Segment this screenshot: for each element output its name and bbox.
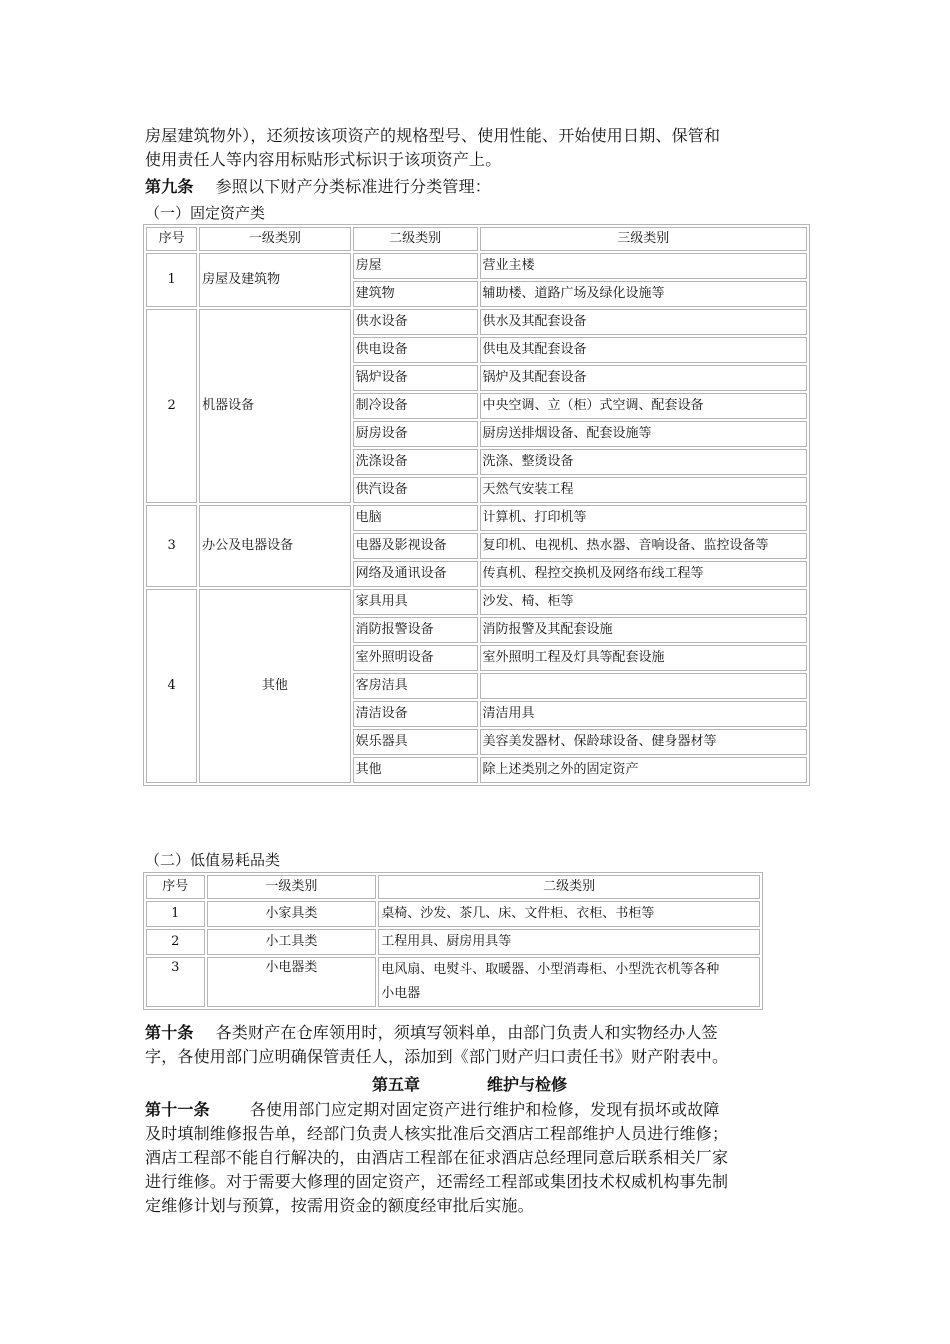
row-detail: 辅助楼、道路广场及绿化设施等: [480, 281, 808, 307]
article-10-text: 各类财产在仓库领用时，须填写领料单，由部门负责人和实物经办人签: [215, 1023, 718, 1042]
row-subcategory: 网络及通讯设备: [353, 561, 478, 587]
row-detail: 计算机、打印机等: [480, 505, 808, 531]
table-row: [146, 589, 807, 615]
row-subcategory: 家具用具: [353, 589, 478, 615]
article-11-text: 定维修计划与预算，按需用资金的额度经审批后实施。: [145, 1196, 534, 1215]
row-category: 小电器类: [207, 957, 377, 1007]
table-header-row: [146, 227, 807, 251]
article-10-label: 第十条: [145, 1023, 194, 1042]
row-detail: [480, 673, 808, 699]
row-no: 2: [146, 309, 197, 503]
chapter-title: 维护与检修: [487, 1075, 568, 1094]
row-no: 2: [146, 929, 205, 955]
row-detail: 除上述类别之外的固定资产: [480, 757, 808, 783]
row-detail: 传真机、程控交换机及网络布线工程等: [480, 561, 808, 587]
article-10-text: 字，各使用部门应明确保管责任人，添加到《部门财产归口责任书》财产附表中。: [145, 1047, 729, 1066]
row-subcategory: 厨房设备: [353, 421, 478, 447]
row-subcategory: 洗涤设备: [353, 449, 478, 475]
article-11-text: 酒店工程部不能自行解决的，由酒店工程部在征求酒店总经理同意后联系相关厂家: [145, 1148, 729, 1167]
table-header-row: [146, 875, 760, 899]
row-no: 1: [146, 901, 205, 927]
article-11-text: 及时填制维修报告单，经部门负责人核实批准后交酒店工程部维护人员进行维修；: [145, 1124, 729, 1143]
row-subcategory: 清洁设备: [353, 701, 478, 727]
table-row: [146, 253, 807, 279]
row-detail: 中央空调、立（柜）式空调、配套设备: [480, 393, 808, 419]
article-9-text: 参照以下财产分类标准进行分类管理：: [215, 177, 492, 196]
row-detail: 室外照明工程及灯具等配套设施: [480, 645, 808, 671]
row-subcategory: 房屋: [353, 253, 478, 279]
row-category: 小工具类: [207, 929, 377, 955]
article-11-label: 第十一条: [145, 1100, 210, 1119]
table-row: [146, 957, 760, 1007]
row-subcategory: 室外照明设备: [353, 645, 478, 671]
row-subcategory: 电脑: [353, 505, 478, 531]
row-no: 1: [146, 253, 197, 307]
row-category: 机器设备: [199, 309, 350, 503]
row-detail: 营业主楼: [480, 253, 808, 279]
intro-line: 使用责任人等内容用标贴形式标识于该项资产上。: [145, 150, 502, 169]
row-detail-line: 小电器: [381, 986, 421, 1001]
table-row: [146, 309, 807, 335]
row-detail: [378, 957, 760, 1007]
row-detail: 清洁用具: [480, 701, 808, 727]
table-row: [146, 901, 760, 927]
row-detail: 洗涤、整烫设备: [480, 449, 808, 475]
header-level-2: 二级类别: [378, 875, 760, 899]
row-detail: 天然气安装工程: [480, 477, 808, 503]
article-11-text: 进行维修。对于需要大修理的固定资产，还需经工程部或集团技术权威机构事先制: [145, 1172, 729, 1191]
row-detail: 供电及其配套设备: [480, 337, 808, 363]
row-detail: 厨房送排烟设备、配套设施等: [480, 421, 808, 447]
row-subcategory: 供汽设备: [353, 477, 478, 503]
chapter-number: 第五章: [372, 1075, 421, 1094]
row-detail: 复印机、电视机、热水器、音响设备、监控设备等: [480, 533, 808, 559]
article-9: [145, 175, 810, 199]
header-level-3: 三级类别: [480, 227, 808, 251]
article-11-text: 各使用部门应定期对固定资产进行维护和检修，发现有损坏或故障: [249, 1100, 720, 1119]
row-subcategory: 制冷设备: [353, 393, 478, 419]
article-11: [145, 1098, 810, 1218]
low-value-heading: （二）低值易耗品类: [145, 851, 281, 869]
intro-line: 房屋建筑物外），还须按该项资产的规格型号、使用性能、开始使用日期、保管和: [145, 126, 721, 145]
row-no: 3: [146, 505, 197, 587]
header-level-1: 一级类别: [207, 875, 377, 899]
row-detail: 桌椅、沙发、茶几、床、文件柜、衣柜、书柜等: [378, 901, 760, 927]
fixed-assets-table: [143, 224, 810, 786]
row-detail: 锅炉及其配套设备: [480, 365, 808, 391]
row-subcategory: 电器及影视设备: [353, 533, 478, 559]
row-detail: 消防报警及其配套设施: [480, 617, 808, 643]
row-subcategory: 客房洁具: [353, 673, 478, 699]
row-no: 3: [146, 957, 205, 1007]
row-subcategory: 供电设备: [353, 337, 478, 363]
row-subcategory: 消防报警设备: [353, 617, 478, 643]
row-subcategory: 娱乐器具: [353, 729, 478, 755]
header-no: 序号: [146, 875, 205, 899]
row-category: 小家具类: [207, 901, 377, 927]
low-value-table: [143, 872, 763, 1010]
row-subcategory: 锅炉设备: [353, 365, 478, 391]
row-category: 其他: [199, 589, 350, 783]
row-detail: 工程用具、厨房用具等: [378, 929, 760, 955]
article-10: [145, 1021, 810, 1069]
row-detail: 美容美发器材、保龄球设备、健身器材等: [480, 729, 808, 755]
row-detail: 沙发、椅、柜等: [480, 589, 808, 615]
header-level-2: 二级类别: [353, 227, 478, 251]
fixed-assets-heading: （一）固定资产类: [145, 204, 266, 222]
row-subcategory: 建筑物: [353, 281, 478, 307]
row-subcategory: 其他: [353, 757, 478, 783]
row-detail: 供水及其配套设备: [480, 309, 808, 335]
article-9-label: 第九条: [145, 177, 194, 196]
row-subcategory: 供水设备: [353, 309, 478, 335]
table-row: [146, 929, 760, 955]
row-no: 4: [146, 589, 197, 783]
header-level-1: 一级类别: [199, 227, 350, 251]
header-no: 序号: [146, 227, 197, 251]
row-category: 房屋及建筑物: [199, 253, 350, 307]
intro-paragraph: [145, 124, 810, 172]
row-detail-line: 电风扇、电熨斗、取暖器、小型消毒柜、小型洗衣机等各种: [381, 962, 720, 977]
row-category: 办公及电器设备: [199, 505, 350, 587]
table-row: [146, 505, 807, 531]
